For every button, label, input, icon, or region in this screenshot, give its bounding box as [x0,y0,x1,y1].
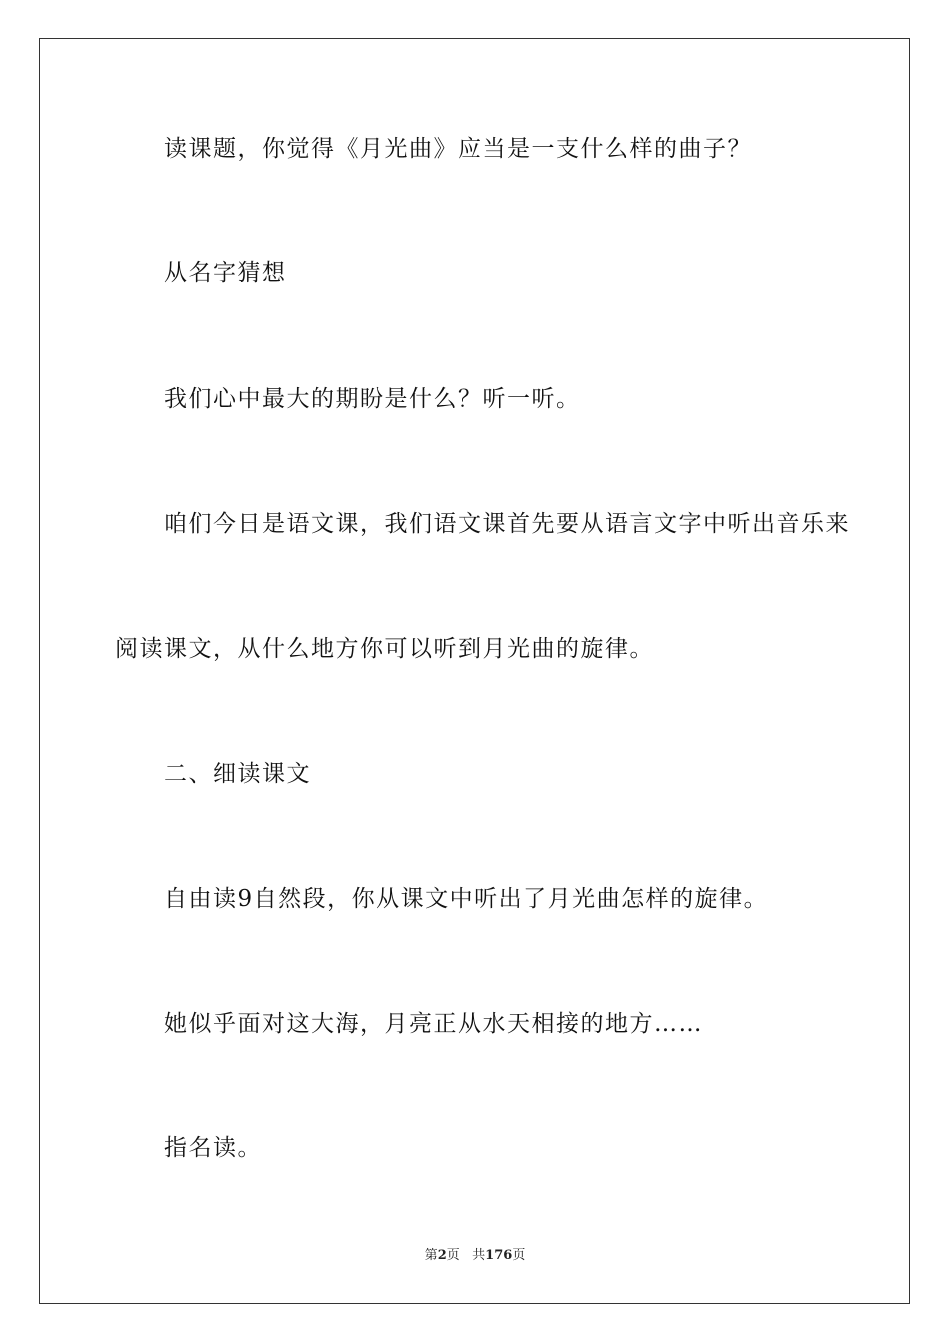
total-pages: 176 [485,1248,513,1263]
paragraph: 指名读。 [164,1135,262,1161]
paragraph: 我们心中最大的期盼是什么？听一听。 [164,386,581,412]
paragraph: 阅读课文，从什么地方你可以听到月光曲的旋律。 [115,636,654,662]
total-suffix: 页 [512,1248,526,1263]
paragraph: 她似乎面对这大海，月亮正从水天相接的地方…… [164,1011,703,1037]
paragraph: 咱们今日是语文课，我们语文课首先要从语言文字中听出音乐来 [164,511,850,537]
total-prefix: 共 [472,1248,486,1263]
section-heading: 二、细读课文 [164,761,311,787]
paragraph: 读课题，你觉得《月光曲》应当是一支什么样的曲子？ [164,136,752,162]
page-border [39,38,910,1304]
page-number: 2 [437,1248,447,1263]
page-suffix: 页 [446,1248,460,1263]
paragraph: 从名字猜想 [164,260,287,286]
page-prefix: 第 [424,1248,438,1263]
page-footer [0,1247,950,1265]
paragraph: 自由读9自然段，你从课文中听出了月光曲怎样的旋律。 [164,886,769,912]
